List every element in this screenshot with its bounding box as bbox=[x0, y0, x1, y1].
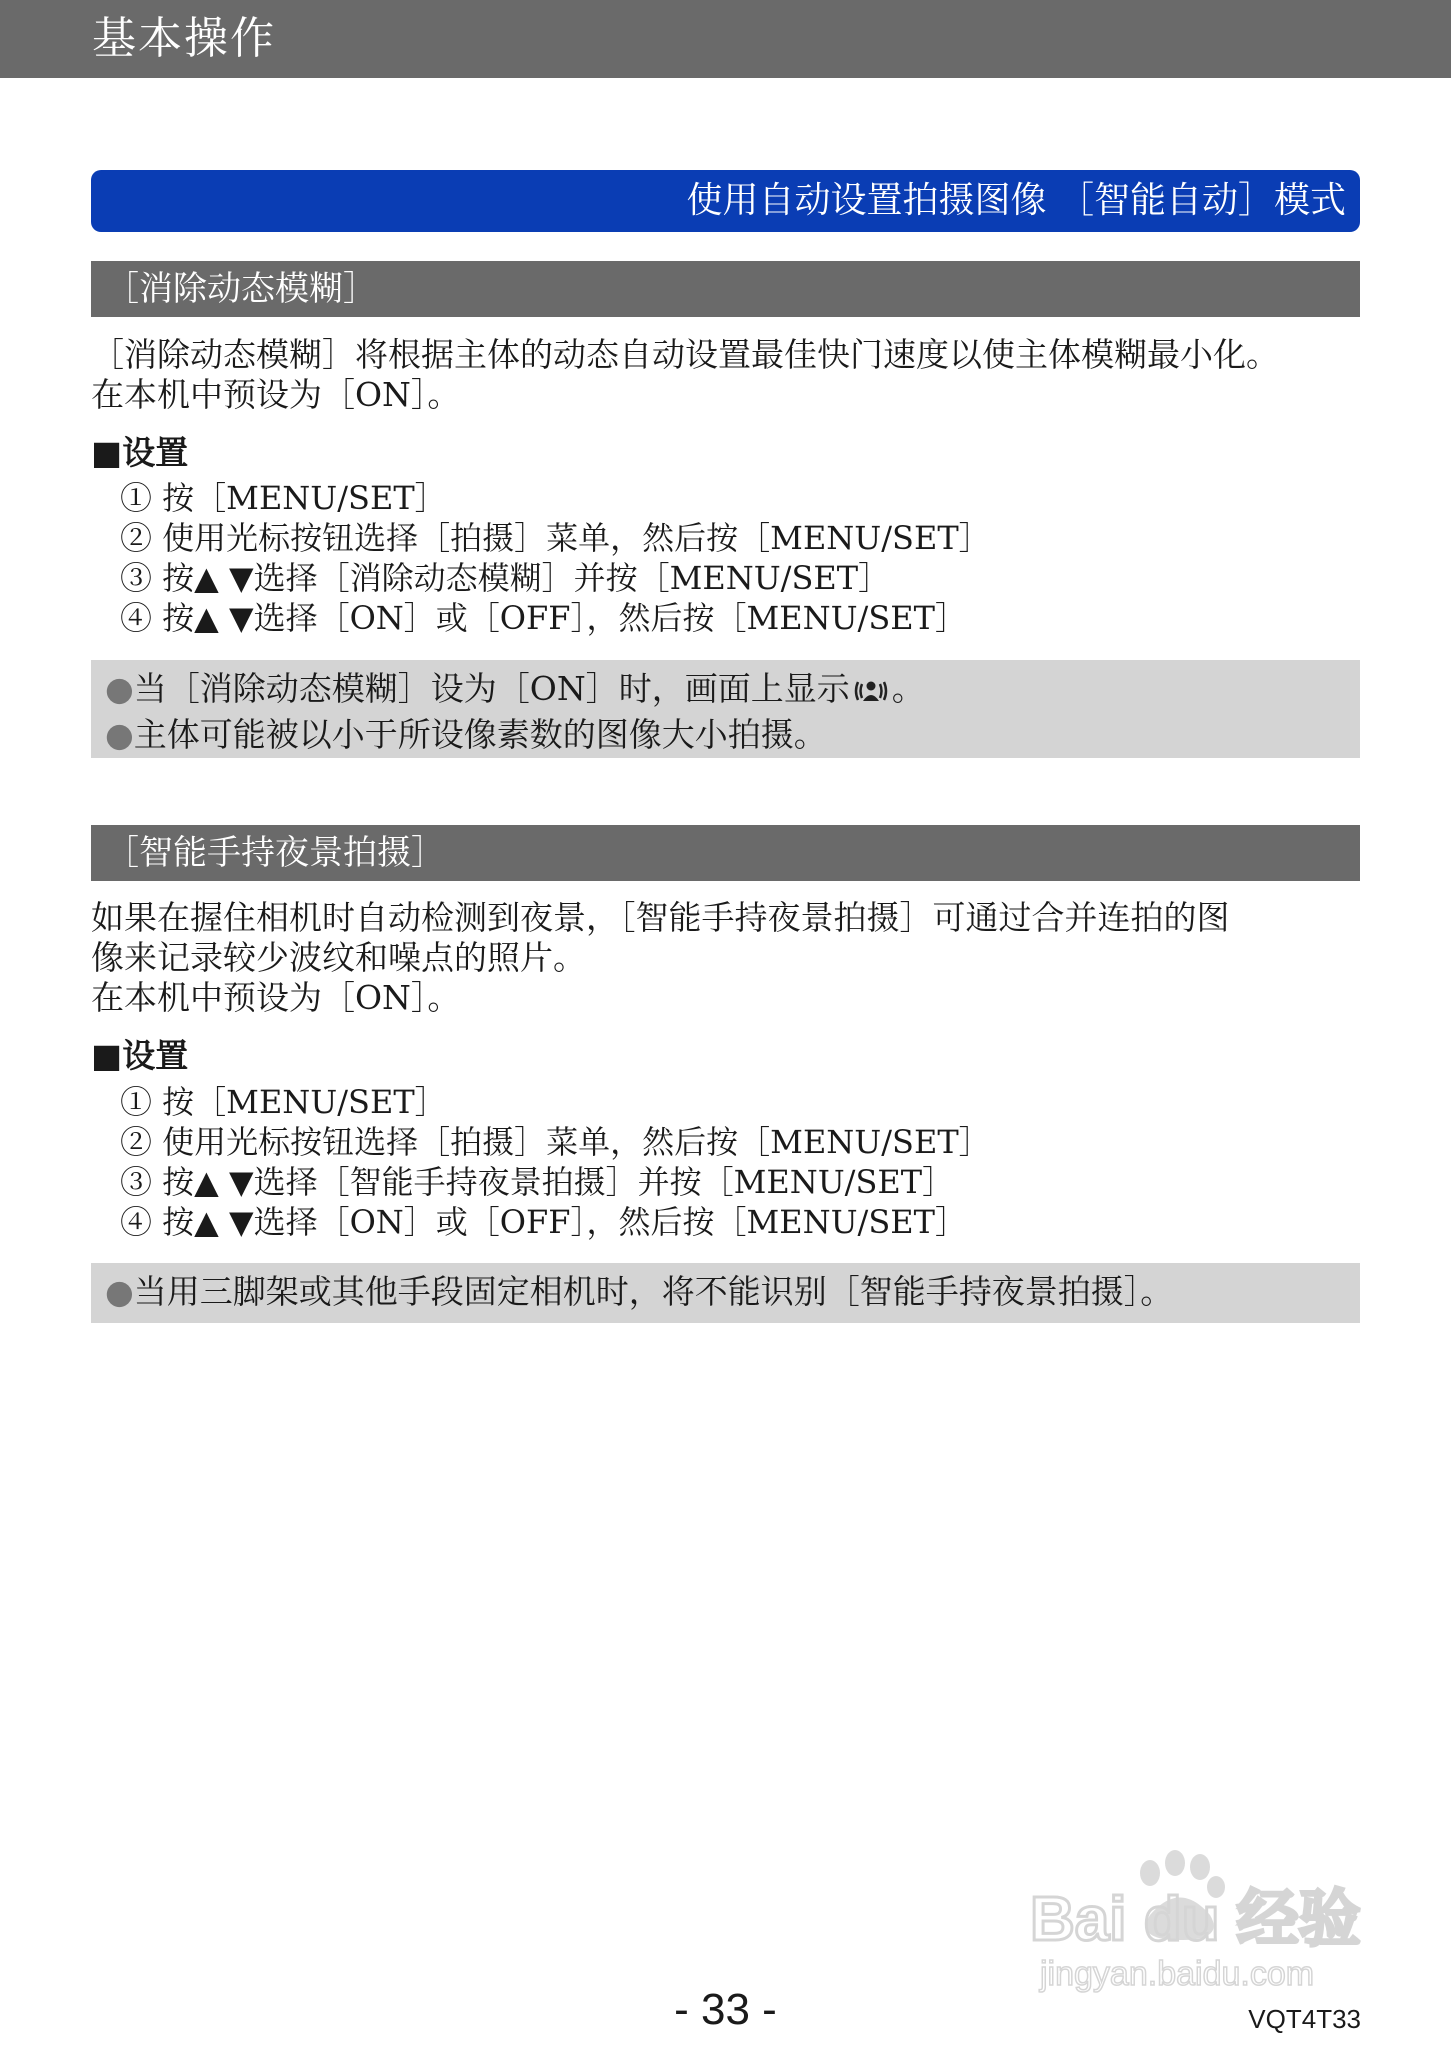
settings-subheading bbox=[91, 433, 188, 473]
step-item: ② 使用光标按钮选择［拍摄］菜单，然后按［MENU/SET］ bbox=[120, 519, 991, 557]
settings-label: 设置 bbox=[122, 1036, 189, 1075]
top-header-bar bbox=[0, 0, 1451, 78]
step-item: ③ 按▲ ▼选择［智能手持夜景拍摄］并按［MENU/SET］ bbox=[120, 1163, 955, 1201]
step-item: ④ 按▲ ▼选择［ON］或［OFF］，然后按［MENU/SET］ bbox=[120, 1203, 967, 1241]
bullet-icon: ● bbox=[105, 1272, 134, 1311]
settings-subheading bbox=[91, 1036, 188, 1076]
section-heading-text: ［智能手持夜景拍摄］ bbox=[105, 833, 445, 873]
settings-label: 设置 bbox=[122, 433, 189, 472]
settings-steps-list bbox=[120, 1082, 991, 1242]
note-item: ●当用三脚架或其他手段固定相机时，将不能识别［智能手持夜景拍摄］。 bbox=[105, 1272, 1174, 1311]
bullet-icon: ● bbox=[105, 669, 134, 708]
svg-text:Bai du 经验: Bai du 经验 bbox=[1030, 1885, 1361, 1954]
paragraph-line: 在本机中预设为［ON］。 bbox=[91, 375, 461, 414]
step-item: ① 按［MENU/SET］ bbox=[120, 479, 447, 517]
square-bullet-icon: ■ bbox=[91, 1036, 123, 1075]
note-item: ●当［消除动态模糊］设为［ON］时，画面上显示 。 bbox=[91, 669, 1360, 715]
settings-steps-list bbox=[120, 478, 991, 638]
notes-box bbox=[91, 1263, 1360, 1323]
section2-description bbox=[91, 898, 1381, 1018]
svg-text:jingyan.baidu.com: jingyan.baidu.com bbox=[1040, 1955, 1315, 1993]
paragraph-line: ［消除动态模糊］将根据主体的动态自动设置最佳快门速度以使主体模糊最小化。 bbox=[91, 335, 1279, 374]
step-item: ② 使用光标按钮选择［拍摄］菜单，然后按［MENU/SET］ bbox=[120, 1123, 991, 1161]
mode-banner bbox=[91, 170, 1360, 232]
paragraph-line: 在本机中预设为［ON］。 bbox=[91, 978, 461, 1017]
mode-banner-text: 使用自动设置拍摄图像 ［智能自动］模式 bbox=[686, 180, 1346, 221]
square-bullet-icon: ■ bbox=[91, 433, 123, 472]
paragraph-line: 像来记录较少波纹和噪点的照片。 bbox=[91, 938, 586, 977]
section-heading-text: ［消除动态模糊］ bbox=[105, 269, 377, 309]
bullet-icon: ● bbox=[105, 715, 134, 754]
note-item: ●主体可能被以小于所设像素数的图像大小拍摄。 bbox=[105, 715, 827, 754]
document-id: VQT4T33 bbox=[1248, 2004, 1361, 2034]
page-number: - 33 - bbox=[674, 1985, 777, 2034]
chapter-title: 基本操作 bbox=[92, 13, 276, 64]
motion-deblur-icon bbox=[852, 675, 890, 715]
section-heading-motion-deblur bbox=[91, 261, 1360, 317]
step-item: ① 按［MENU/SET］ bbox=[120, 1083, 447, 1121]
baidu-jingyan-watermark bbox=[1030, 1845, 1370, 2005]
paragraph-line: 如果在握住相机时自动检测到夜景，［智能手持夜景拍摄］可通过合并连拍的图 bbox=[91, 898, 1230, 937]
notes-box bbox=[91, 660, 1360, 758]
section-heading-handheld-night bbox=[91, 825, 1360, 881]
step-item: ③ 按▲ ▼选择［消除动态模糊］并按［MENU/SET］ bbox=[120, 559, 891, 597]
step-item: ④ 按▲ ▼选择［ON］或［OFF］，然后按［MENU/SET］ bbox=[120, 599, 967, 637]
section1-description bbox=[91, 335, 1381, 415]
